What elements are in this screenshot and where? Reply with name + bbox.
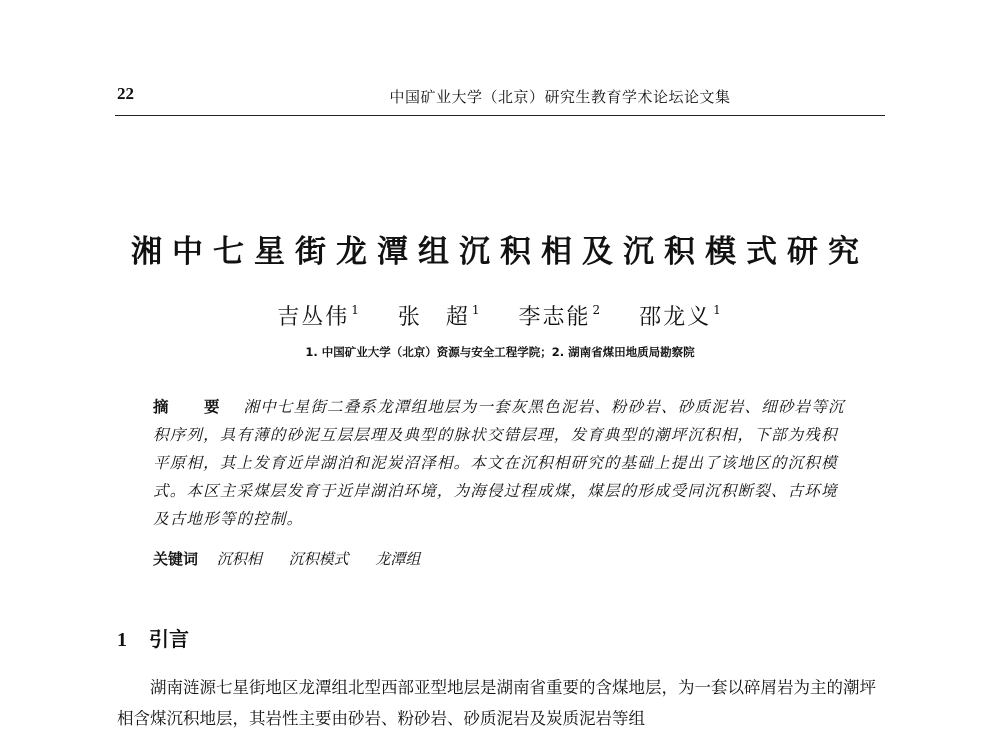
affiliation-line: 1. 中国矿业大学（北京）资源与安全工程学院；2. 湖南省煤田地质局勘察院 [305, 345, 695, 359]
abstract-label: 摘 要 [153, 398, 230, 416]
header-rule [115, 115, 885, 116]
keywords-label: 关键词 [153, 550, 199, 568]
author-affiliation-mark: 1 [713, 303, 723, 317]
author-affiliation-mark: 1 [471, 303, 482, 317]
body-paragraph: 湖南涟源七星街地区龙潭组北型西部亚型地层是湖南省重要的含煤地层，为一套以碎屑岩为主的潮坪相含煤沉积地层，其岩性主要由砂岩、粉砂岩、砂质泥岩及炭质泥岩等组 [117, 678, 876, 728]
author-name: 李志能 [518, 305, 591, 330]
keyword: 沉积相 [216, 550, 262, 568]
section-heading [117, 623, 189, 652]
abstract [153, 393, 853, 533]
author [398, 305, 482, 330]
abstract-text: 湘中七星街二叠系龙潭组地层为一套灰黑色泥岩、粉砂岩、砂质泥岩、细砂岩等沉积序列，具有薄的砂泥互层层理及典型的脉状交错层理，发育典型的潮坪沉积相，下部为残积平原相，其上发育近岸湖泊和泥炭沼泽相。本文在沉积相研究的基础上提出了该地区的沉积模式。本区主采煤层发育于近岸湖泊环境，为海侵过程成煤，煤层的形成受同沉积断裂、古环境及古地形等的控制。 [153, 398, 845, 528]
page-number: 22 [117, 84, 134, 103]
author [277, 305, 361, 330]
keywords [153, 548, 442, 569]
author-affiliation-mark: 2 [592, 303, 603, 317]
author-list [0, 300, 1000, 331]
author [519, 305, 603, 330]
section-number: 1 [117, 629, 127, 651]
author-name: 邵龙义 [639, 305, 712, 330]
author-name: 张 超 [397, 305, 470, 330]
author-affiliation-mark: 1 [351, 303, 361, 317]
running-head: 中国矿业大学（北京）研究生教育学术论坛论文集 [389, 88, 731, 106]
keyword: 龙潭组 [375, 550, 421, 568]
author [639, 305, 723, 330]
paper-title: 湘中七星街龙潭组沉积相及沉积模式研究 [131, 234, 869, 270]
keyword: 沉积模式 [288, 550, 349, 568]
section-title: 引言 [149, 627, 189, 651]
author-name: 吉丛伟 [277, 305, 350, 330]
